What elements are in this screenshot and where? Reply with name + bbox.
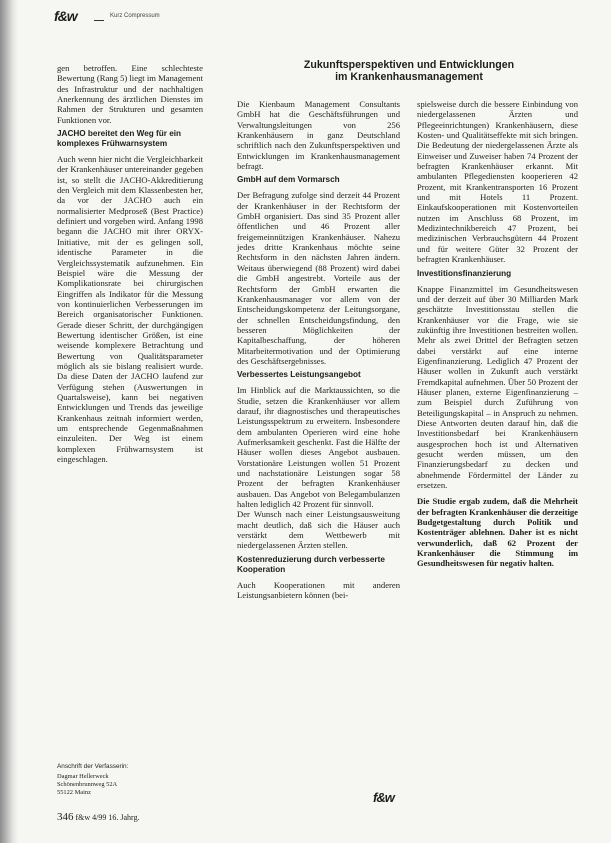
subheading: GmbH auf dem Vormarsch <box>237 175 340 185</box>
journal-logo: f&w <box>54 8 77 24</box>
section-label: Kurz Compressum <box>110 13 160 19</box>
text-column-3 <box>417 99 578 569</box>
end-logo: f&w <box>373 790 394 805</box>
subheading: Investitionsfinanzierung <box>417 268 512 278</box>
text-column-1 <box>57 63 203 464</box>
conclusion-paragraph: Die Studie ergab zudem, daß die Mehrheit der befragten Krankenhäuser die derzeitige Budgetgestaltung durch Politik und Kostenträger ablehnen. Daher ist es nicht verwunderlich, daß 62 Prozent der Krankenhäuser die Stimmung im Gesundheitswesen für negativ halten. <box>417 496 578 569</box>
text-column-2 <box>237 99 400 600</box>
paragraph: Auch Kooperationen mit anderen Leistungsanbietern können (bei- <box>237 579 400 601</box>
paragraph: Auch wenn hier nicht die Vergleichbarkeit der Krankenhäuser untereinander gegeben ist, so stellt die JACHO-Akkreditierung den Vergleich mit dem Klassenbesten her, da vor der JACHO auch ein normalisierter Medproseß (Best Practice) definiert und vorgeben wird. Anfang 1998 begann die JACHO mit ihrer ORYX-Initiative, mit der es gelingen soll, identische Parameter in die Vergleichssystematik aufzunehmen. Ein Beispiel wäre die Messung der Komplikationsrate bei chirurgischen Eingriffen als Indikator für die Messung von kontinuierlichen Verbesserungen im Bereich organisatorischer Funktionen. Gerade dieser Schritt, der durchgängigen Bewertung identischer Größen, ist eine weisende komplexere Betrachtung und Bewertung von Qualitätsparameter möglich als sie bislang realisiert wurde. Da diese Daten der JACHO laufend zur Verfügung stehen (Auswertungen in Quartalsweise), kann bei negativen Entwicklungen und Trends das jeweilige Krankenhaus zeitnah informiert werden, um entsprechende Gegenmaßnahmen einzuleiten. Der Weg ist einem komplexen Frühwarnsystem ist eingeschlagen. <box>57 154 203 465</box>
author-label: Anschrift der Verfasserin: <box>57 763 129 770</box>
header-rule <box>94 20 104 21</box>
issue-info: f&w 4/99 16. Jahrg. <box>75 813 140 822</box>
paragraph: Der Wunsch nach einer Leistungsausweitung macht deutlich, daß sich die Häuser auch verstärkt dem Wettbewerb mit niedergelassenen Ärzten stellen. <box>237 509 400 551</box>
author-street: Schönenbrunnweg 52A <box>57 781 118 788</box>
subheading: Verbessertes Leistungsangebot <box>237 370 361 380</box>
author-city: 55122 Mainz <box>57 789 91 796</box>
page-number: 346 <box>57 811 74 823</box>
page-header <box>54 6 554 24</box>
author-address <box>57 763 203 797</box>
paragraph: Knappe Finanzmittel im Gesundheitswesen und der derzeit auf über 30 Milliarden Mark geschätzte Investitionsstau stellen die Krankenhäuser vor die Frage, wie sie zukünftig ihre Investitionen bestreiten wollen. Mehr als zwei Drittel der Befragten setzen dabei verstärkt auf eine interne Eigenfinanzierung. Lediglich 47 Prozent der Häuser wollen in Zukunft auch verstärkt Fremdkapital aufnehmen. Über 50 Prozent der Häuser planen, externe Eigenfinanzierung – zum Beispiel durch Zuführung von Beteiligungskapital – in Anspruch zu nehmen. Diese Antworten deuten darauf hin, daß die Investitionsbedarf bei Krankenhäusern ausgesprochen hoch ist und Alternativen gesucht werden müssen, um den Finanzierungsbedarf zu decken und abnehmende Fördermittel der Länder zu ersetzen. <box>417 283 578 491</box>
page-footer <box>57 811 140 823</box>
title-line-1: Zukunftsperspektiven und Entwicklungen <box>303 59 515 71</box>
paragraph: Der Befragung zufolge sind derzeit 44 Prozent der Krankenhäuser in der Rechtsform der GmbH organisiert. Das sind 35 Prozent aller öffentlichen und 46 Prozent aller freigemeinnützigen Krankenhäuser. Nahezu jedes dritte Krankenhaus möchte seine Rechtsform in den nächsten Jahren ändern. Weitaus überwiegend (88 Prozent) wird dabei die GmbH angestrebt. Vorteile aus der Rechtsform der GmbH erwarten die Krankenhausmanager vor allem von der Entscheidungskompetenz der Leitungsorgane, der schnellen Entscheidungsfindung, den besseren Möglichkeiten der Kapitalbeschaffung, der höheren Mitarbeitermotivation und der Optimierung des Geschäftsergebnisses. <box>237 190 400 366</box>
paragraph: gen betroffen. Eine schlechteste Bewertung (Rang 5) liegt im Management des Infrastruktur und der nachhaltigen Anerkennung des ärztlichen Dienstes im Rahmen der Strukturen und gesamten Funktionen vor. <box>57 63 203 125</box>
paragraph: Die Kienbaum Management Consultants GmbH hat die Geschäftsführungen und Verwaltungsleitungen von 256 Krankenhäusern in ganz Deutschland schriftlich nach den Zukunftsperspektiven und Entwicklungen im Krankenhausmanagement befragt. <box>237 99 400 172</box>
paragraph: spielsweise durch die bessere Einbindung von niedergelassenen Ärzten und Pflegeeinrichtungen) Krankenhäusern, diese Kosten- und Qualitätseffekte mit sich bringen. Die Bedeutung der niedergelassenen Ärzte als Einweiser und Zuweiser haben 74 Prozent der befragten Krankenhäuser erkannt. Mit ambulanten Pflegediensten kooperieren 42 Prozent, mit Krankentransporten 16 Prozent und mit Hotels 11 Prozent. Einkaufskooperationen mit Kostenvorteilen nutzen im Anschluss 68 Prozent, im Medizintechnikbereich 47 Prozent, bei medizinischen Verbrauchsgütern 44 Prozent und für weitere Güter 32 Prozent der befragten Krankenhäuser. <box>417 99 578 265</box>
title-line-2: im Krankenhausmanagement <box>335 71 483 83</box>
paragraph: Im Hinblick auf die Marktaussichten, so die Studie, setzen die Krankenhäuser vor allem darauf, ihr diagnostisches und therapeutisches Leistungsspektrum zu erweitern. Insbesondere dem ambulanten Operieren wird eine hohe Aufmerksamkeit geschenkt. Fast die Hälfte der Häuser wollen dieses Angebot ausbauen. Vorstationäre Leistungen wollen 51 Prozent und nachstationäre Leistungen sogar 58 Prozent der befragten Krankenhäuser ausbauen. Das Angebot von Belegambulanzen halten lediglich 42 Prozent für sinnvoll. <box>237 385 400 510</box>
author-name: Dagmar Hellerweck <box>57 773 109 780</box>
subheading: Kostenreduzierung durch verbesserte Kooperation <box>237 554 385 574</box>
page-binding-shadow <box>0 0 18 843</box>
article-title <box>248 59 570 83</box>
subheading: JACHO bereitet den Weg für ein komplexes Frühwarnsystem <box>57 129 182 149</box>
